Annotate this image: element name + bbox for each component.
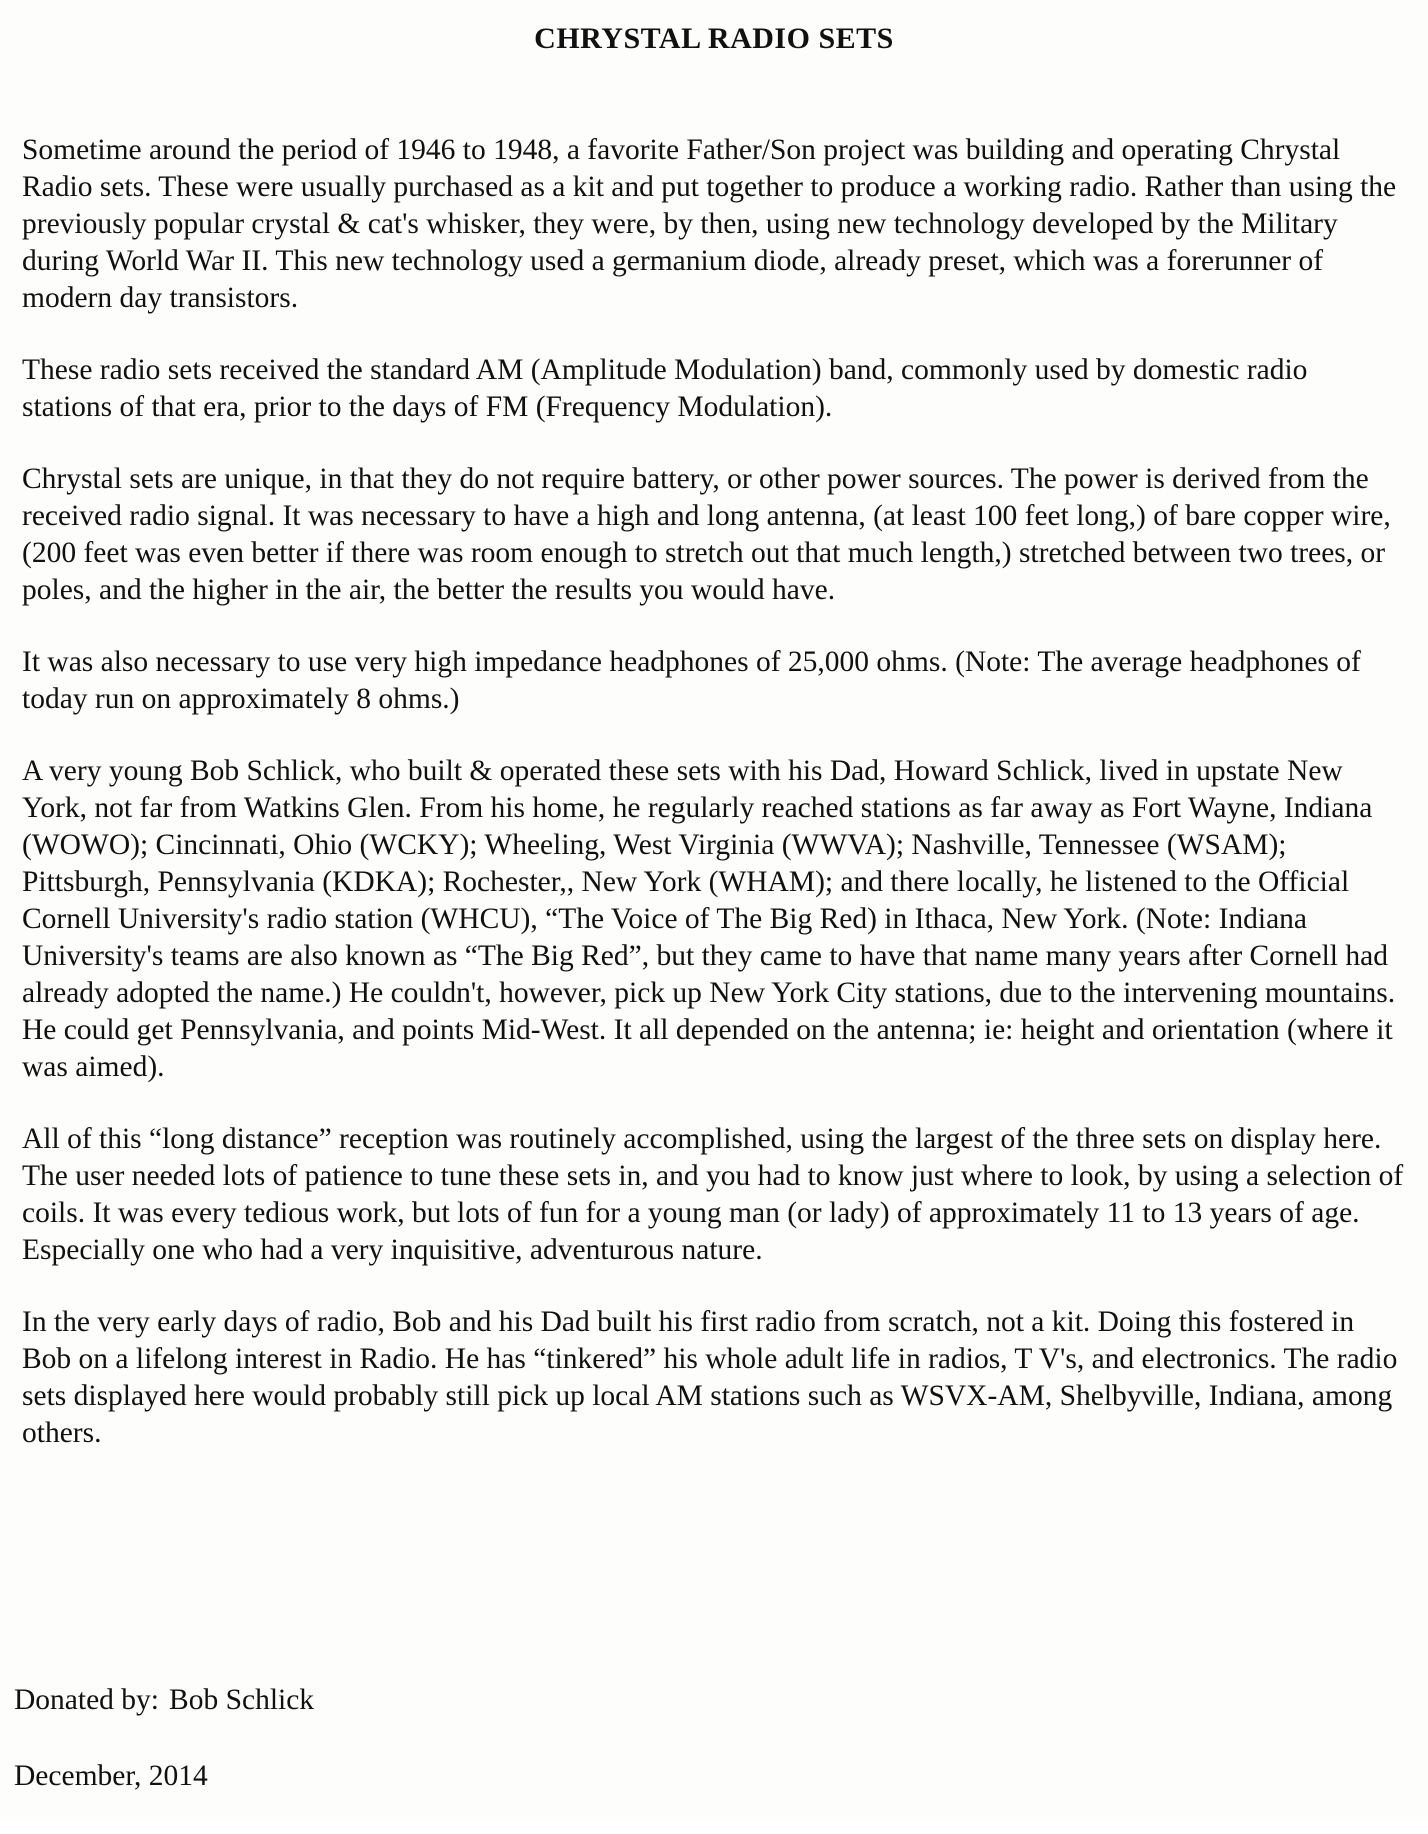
donor-name: Bob Schlick — [169, 1684, 315, 1716]
paragraph-headphones: It was also necessary to use very high impedance headphones of 25,000 ohms. (Note: The average headphones of today run on approximately 8 ohms.) — [22, 646, 1361, 715]
paragraph-power-antenna: Chrystal sets are unique, in that they do not require battery, or other power sources. The power is derived from the received radio signal. It was necessary to have a high and long antenna, (at least 100 feet long,) of bare copper wire, (200 feet was even better if there was room enough to stretch out that much length,) stretched between two trees, or poles, and the higher in the air, the better the results you would have. — [22, 463, 1391, 606]
donated-by-label: Donated by: — [14, 1684, 160, 1716]
paragraph-bob-schlick-stations: A very young Bob Schlick, who built & operated these sets with his Dad, Howard Schlick, lived in upstate New York, not far from Watkins Glen. From his home, he regularly reached stations as far away as Fort Wayne, Indiana (WOWO); Cincinnati, Ohio (WCKY); Wheeling, West Virginia (WWVA); Nashville, Tennessee (WSAM); Pittsburgh, Pennsylvania (KDKA); Rochester,, New York (WHAM); and there locally, he listened to the Official Cornell University's radio station (WHCU), “The Voice of The Big Red) in Ithaca, New York. (Note: Indiana University's teams are also known as “The Big Red”, but they came to have that name many years after Cornell had already adopted the name.) He couldn't, however, pick up New York City stations, due to the intervening mountains. He could get Pennsylvania, and points Mid-West. It all depended on the antenna; ie: height and orientation (where it was aimed). — [22, 755, 1396, 1083]
document-body — [22, 132, 1404, 1487]
document-title: CHRYSTAL RADIO SETS — [534, 22, 894, 55]
paragraph-early-days: In the very early days of radio, Bob and his Dad built his first radio from scratch, not a kit. Doing this fostered in Bob on a lifelong interest in Radio. He has “tinkered” his whole adult life in radios, T V's, and electronics. The radio sets displayed here would probably still pick up local AM stations such as WSVX-AM, Shelbyville, Indiana, among others. — [22, 1306, 1398, 1449]
paragraph-am-band: These radio sets received the standard AM (Amplitude Modulation) band, commonly used by domestic radio stations of that era, prior to the days of FM (Frequency Modulation). — [22, 354, 1308, 423]
signature-block — [14, 1682, 314, 1834]
paragraph-history: Sometime around the period of 1946 to 1948, a favorite Father/Son project was building and operating Chrystal Radio sets. These were usually purchased as a kit and put together to produce a working radio. Rather than using the previously popular crystal & cat's whisker, they were, by then, using new technology developed by the Military during World War II. This new technology used a germanium diode, already preset, which was a forerunner of modern day transistors. — [22, 134, 1397, 314]
paragraph-long-distance: All of this “long distance” reception was routinely accomplished, using the largest of the three sets on display here. The user needed lots of patience to tune these sets in, and you had to know just where to look, by using a selection of coils. It was every tedious work, but lots of fun for a young man (or lady) of approximately 11 to 13 years of age. Especially one who had a very inquisitive, adventurous nature. — [22, 1123, 1404, 1266]
donated-by-line — [14, 1682, 314, 1719]
document-date: December, 2014 — [14, 1760, 208, 1792]
